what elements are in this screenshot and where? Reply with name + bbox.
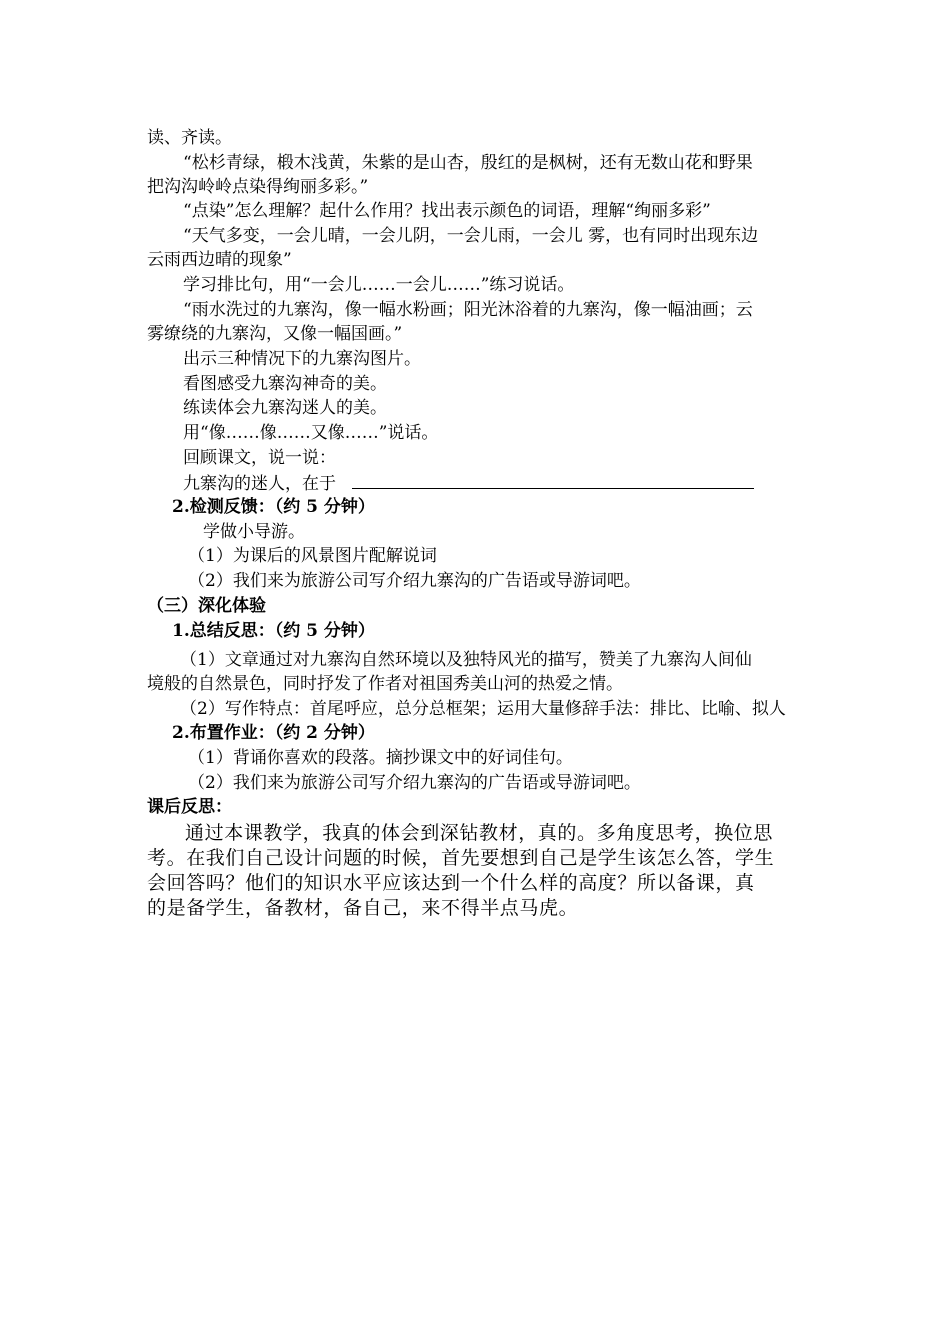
text-line: （2）写作特点：首尾呼应，总分总框架；运用大量修辞手法：排比、比喻、拟人 bbox=[180, 699, 786, 719]
text-line: 练读体会九寨沟迷人的美。 bbox=[183, 398, 387, 418]
text-line: 读、齐读。 bbox=[147, 128, 232, 148]
text-line: “天气多变，一会儿晴，一会儿阴，一会儿雨，一会儿 雾，也有同时出现东边 bbox=[183, 226, 759, 246]
text-line: （1）文章通过对九寨沟自然环境以及独特风光的描写，赞美了九寨沟人间仙 bbox=[180, 650, 752, 670]
text-line: （2）我们来为旅游公司写介绍九寨沟的广告语或导游词吧。 bbox=[188, 773, 641, 793]
text-line: 雾缭绕的九寨沟，又像一幅国画。” bbox=[147, 324, 403, 344]
reflection-line: 会回答吗？他们的知识水平应该达到一个什么样的高度？所以备课，真 bbox=[147, 872, 755, 894]
text-line: 把沟沟岭岭点染得绚丽多彩。” bbox=[147, 177, 369, 197]
section-heading: 2.检测反馈：（约 5 分钟） bbox=[172, 497, 375, 517]
text-line: （1）为课后的风景图片配解说词 bbox=[188, 546, 437, 566]
section-heading: （三）深化体验 bbox=[147, 596, 266, 616]
fill-in-prompt: 九寨沟的迷人，在于 bbox=[183, 474, 336, 494]
text-line: 用“像……像……又像……”说话。 bbox=[183, 423, 439, 443]
answer-blank bbox=[352, 470, 754, 489]
fill-in-line bbox=[183, 470, 848, 496]
text-line: （1）背诵你喜欢的段落。摘抄课文中的好词佳句。 bbox=[188, 748, 573, 768]
text-line: 学习排比句，用“一会儿……一会儿……”练习说话。 bbox=[183, 275, 575, 295]
section-heading: 2.布置作业：（约 2 分钟） bbox=[172, 723, 375, 743]
text-line: 学做小导游。 bbox=[203, 522, 305, 542]
section-heading: 1.总结反思：（约 5 分钟） bbox=[172, 621, 375, 641]
text-line: 出示三种情况下的九寨沟图片。 bbox=[183, 349, 421, 369]
text-line: 看图感受九寨沟神奇的美。 bbox=[183, 374, 387, 394]
section-heading: 课后反思： bbox=[147, 797, 232, 817]
reflection-line: 的是备学生，备教材，备自己，来不得半点马虎。 bbox=[147, 897, 579, 919]
text-line: “松杉青绿，椴木浅黄，朱紫的是山杏，殷红的是枫树，还有无数山花和野果 bbox=[183, 153, 753, 173]
text-line: 云雨西边晴的现象” bbox=[147, 250, 292, 270]
reflection-line: 考。在我们自己设计问题的时候，首先要想到自己是学生该怎么答，学生 bbox=[147, 847, 775, 869]
text-line: 回顾课文，说一说： bbox=[183, 448, 336, 468]
text-line: “点染”怎么理解？起什么作用？找出表示颜色的词语，理解“绚丽多彩” bbox=[183, 201, 711, 221]
text-line: 境般的自然景色，同时抒发了作者对祖国秀美山河的热爱之情。 bbox=[147, 674, 623, 694]
reflection-line: 通过本课教学，我真的体会到深钻教材，真的。多角度思考，换位思 bbox=[185, 822, 774, 844]
text-line: “雨水洗过的九寨沟，像一幅水粉画；阳光沐浴着的九寨沟，像一幅油画；云 bbox=[183, 300, 753, 320]
text-line: （2）我们来为旅游公司写介绍九寨沟的广告语或导游词吧。 bbox=[188, 571, 641, 591]
